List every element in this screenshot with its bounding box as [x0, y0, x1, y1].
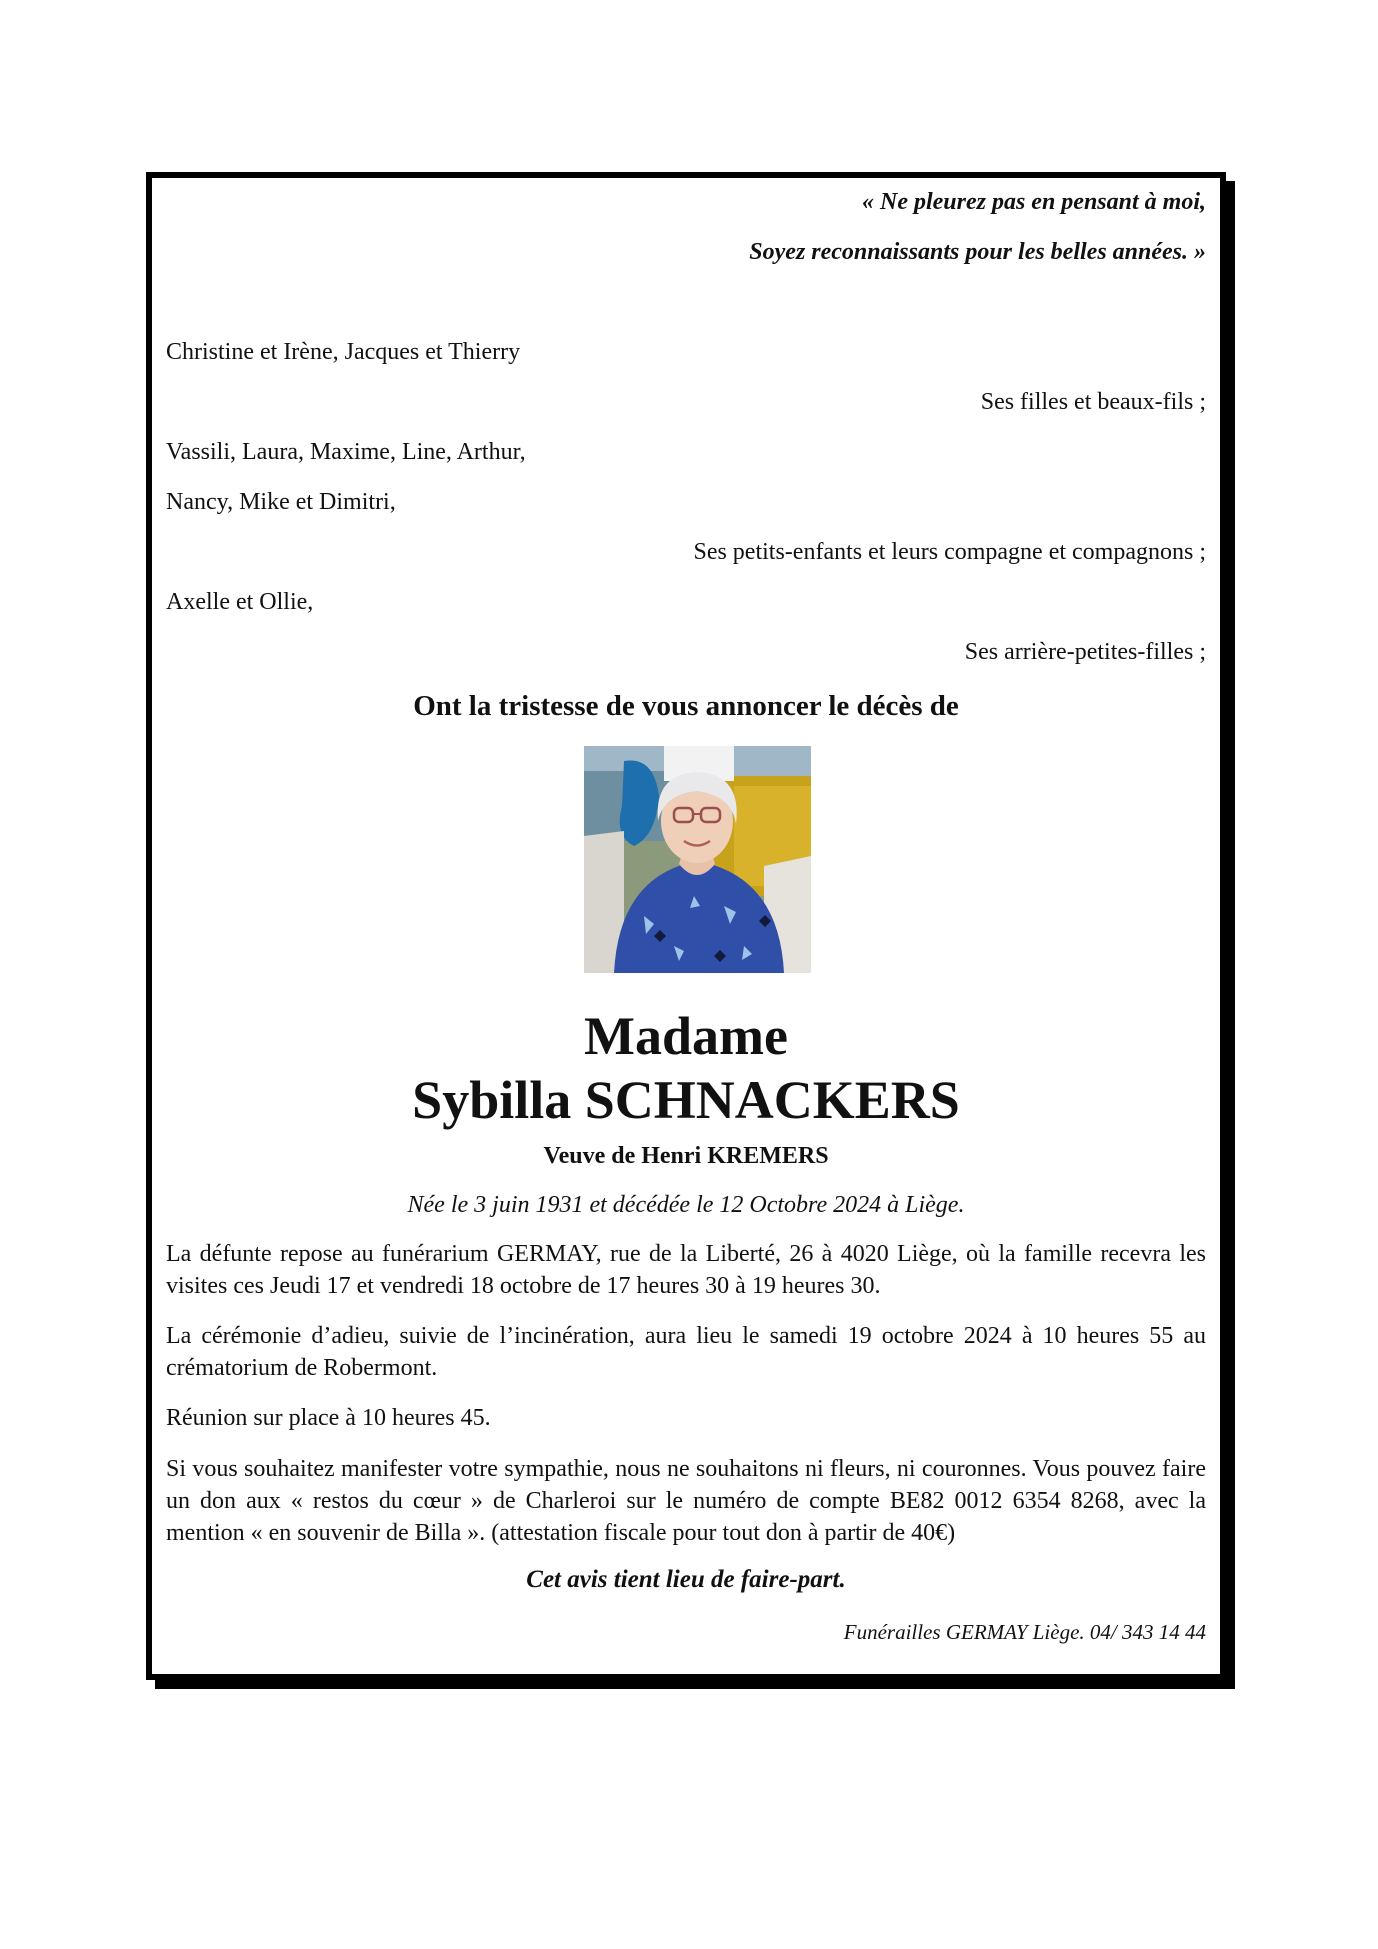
obituary-frame: [146, 172, 1226, 1680]
grandchildren-role: Ses petits-enfants et leurs compagne et compagnons ;: [693, 539, 1206, 565]
visitation-paragraph: La défunte repose au funérarium GERMAY, rue de la Liberté, 26 à 4020 Liège, où la famille recevra les visites ces Jeudi 17 et vendredi 18 octobre de 17 heures 30 à 19 heures 30.: [166, 1241, 1206, 1299]
epigraph-line-2: Soyez reconnaissants pour les belles années. »: [749, 239, 1206, 265]
portrait-illustration: [584, 746, 811, 973]
epigraph-line-1: « Ne pleurez pas en pensant à moi,: [861, 189, 1206, 215]
deceased-name: Sybilla SCHNACKERS: [412, 1070, 960, 1130]
meeting-paragraph: Réunion sur place à 10 heures 45.: [166, 1405, 491, 1431]
great-grandchildren-names: Axelle et Ollie,: [166, 589, 314, 615]
honorific: Madame: [584, 1006, 788, 1066]
great-grandchildren-role: Ses arrière-petites-filles ;: [964, 639, 1206, 665]
announcement-heading: Ont la tristesse de vous annoncer le décès de: [413, 690, 959, 722]
birth-death-dates: Née le 3 juin 1931 et décédée le 12 Octobre 2024 à Liège.: [407, 1192, 965, 1218]
donation-paragraph: Si vous souhaitez manifester votre sympathie, nous ne souhaitons ni fleurs, ni couronnes. Vous pouvez faire un don aux « restos du cœur » de Charleroi sur le numéro de compte BE82 0012 6354 8268, avec la mention « en souvenir de Billa ». (attestation fiscale pour tout don à partir de 40€): [166, 1456, 1206, 1546]
widow-of: Veuve de Henri KREMERS: [543, 1143, 829, 1169]
daughters-names: Christine et Irène, Jacques et Thierry: [166, 339, 521, 365]
obituary-content: [166, 178, 1206, 1674]
ceremony-paragraph: La cérémonie d’adieu, suivie de l’incinération, aura lieu le samedi 19 octobre 2024 à 10 heures 55 au crématorium de Robermont.: [166, 1323, 1206, 1381]
funeral-home-contact: Funérailles GERMAY Liège. 04/ 343 14 44: [843, 1620, 1206, 1644]
portrait-photo: [584, 746, 811, 973]
closing-note: Cet avis tient lieu de faire-part.: [526, 1566, 846, 1593]
grandchildren-names-1: Vassili, Laura, Maxime, Line, Arthur,: [166, 439, 526, 465]
daughters-role: Ses filles et beaux-fils ;: [980, 389, 1206, 415]
grandchildren-names-2: Nancy, Mike et Dimitri,: [166, 489, 396, 515]
